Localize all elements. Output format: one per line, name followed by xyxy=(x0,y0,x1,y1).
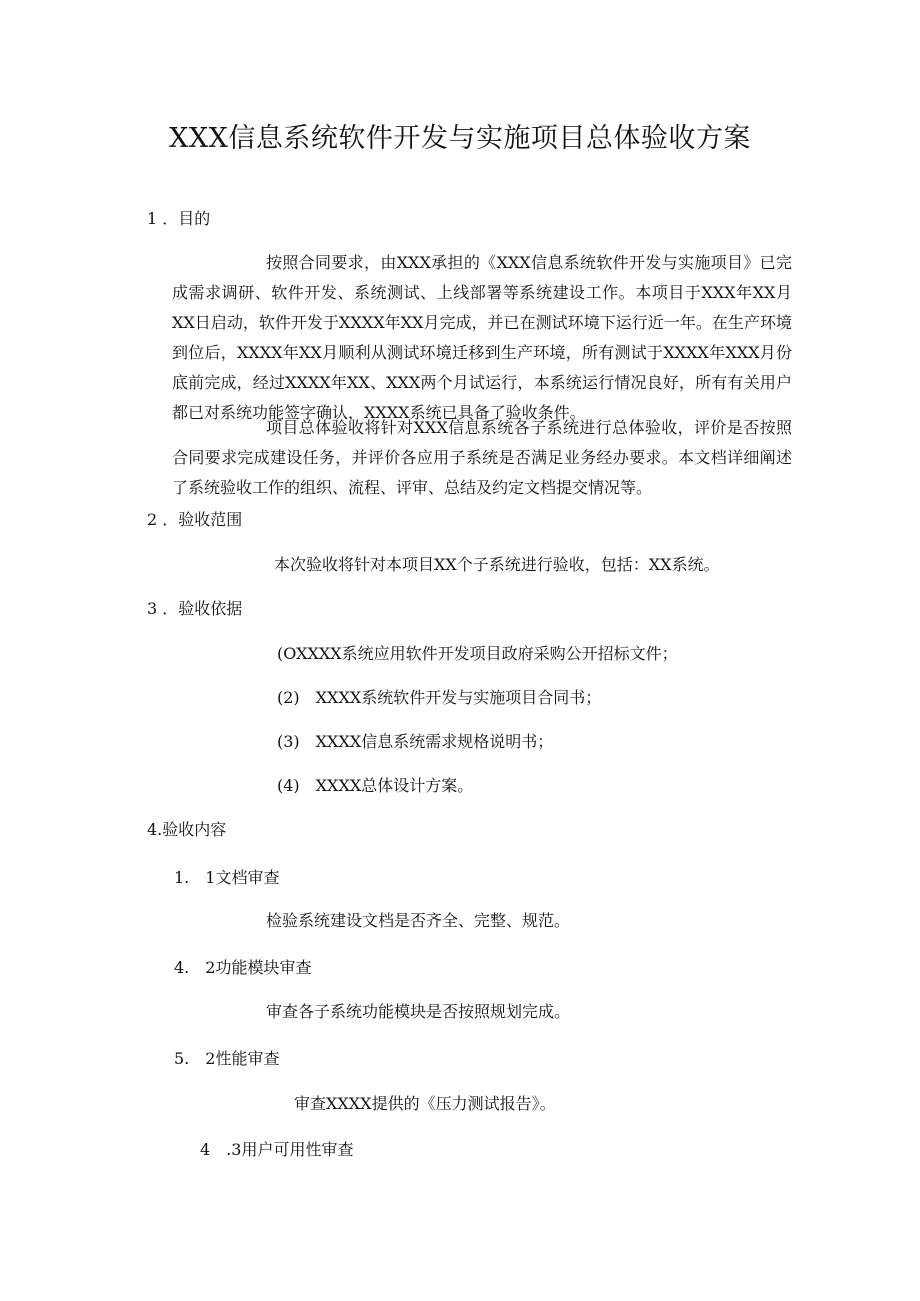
basis-item-4: (4) XXXX总体设计方案。 xyxy=(277,776,474,795)
subsection-heading-modules: 4. 2功能模块审查 xyxy=(174,958,312,977)
purpose-paragraph-1: 按照合同要求，由XXX承担的《XXX信息系统软件开发与实施项目》已完成需求调研、软件开发、系统测试、上线部署等系统建设工作。本项目于XXX年XX月XX日启动，软件开发于XXXX年XX月完成，并已在测试环境下运行近一年。在生产环境到位后，XXXX年XX月顺利从测试环境迁移到生产环境，所有测试于XXXX年XXX月份底前完成，经过XXXX年XX、XXX两个月试运行，本系统运行情况良好，所有有关用户都已对系统功能签字确认，XXXX系统已具备了验收条件。 xyxy=(172,253,792,422)
subsection-heading-performance: 5. 2性能审查 xyxy=(174,1049,280,1068)
section-heading-basis: 3 ．验收依据 xyxy=(147,599,243,618)
document-title: XXX信息系统软件开发与实施项目总体验收方案 xyxy=(169,123,751,154)
subsection-text-performance: 审查XXXX提供的《压力测试报告》。 xyxy=(294,1094,556,1113)
subsection-text-modules: 审查各子系统功能模块是否按照规划完成。 xyxy=(266,1002,571,1021)
basis-item-1: (OXXXX系统应用软件开发项目政府采购公开招标文件； xyxy=(277,644,678,663)
purpose-paragraph-2: 项目总体验收将针对XXX信息系统各子系统进行总体验收，评价是否按照合同要求完成建设任务，并评价各应用子系统是否满足业务经办要求。本文档详细阐述了系统验收工作的组织、流程、评审、总结及约定文档提交情况等。 xyxy=(172,418,792,497)
subsection-heading-documents: 1. 1文档审查 xyxy=(174,868,280,887)
basis-item-2: (2) XXXX系统软件开发与实施项目合同书； xyxy=(277,688,602,707)
section-heading-purpose: 1 ．目的 xyxy=(147,209,211,228)
basis-item-3: (3) XXXX信息系统需求规格说明书； xyxy=(277,732,554,751)
section-heading-content: 4.验收内容 xyxy=(147,820,227,839)
subsection-text-documents: 检验系统建设文档是否齐全、完整、规范。 xyxy=(266,911,571,930)
scope-text: 本次验收将针对本项目XX个子系统进行验收，包括：XX系统。 xyxy=(274,555,720,574)
subsection-heading-usability: 4 .3用户可用性审查 xyxy=(200,1140,354,1159)
section-heading-scope: 2 ．验收范围 xyxy=(147,510,243,529)
